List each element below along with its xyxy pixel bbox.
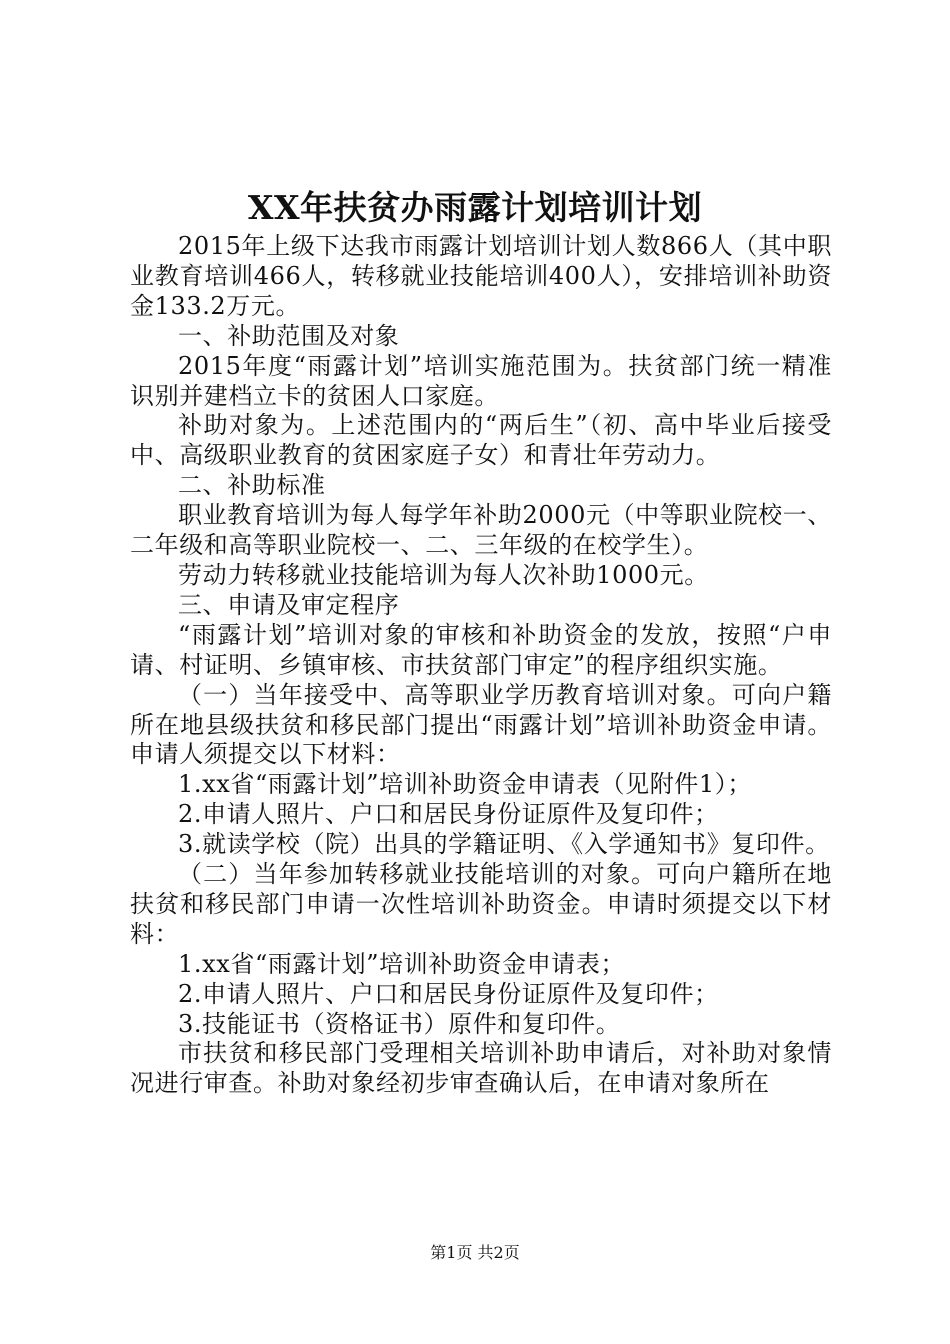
- section-heading-1: 一、补助范围及对象: [178, 321, 400, 350]
- section-heading-3: 三、申请及审定程序: [178, 590, 400, 619]
- paragraph-5: 劳动力转移就业技能培训为每人次补助1000元。: [178, 560, 709, 589]
- list-item: 3.技能证书（资格证书）原件和复印件。: [178, 1009, 621, 1038]
- document-body: [130, 232, 832, 1099]
- page-footer: 第1页 共2页: [430, 1243, 520, 1262]
- list-item: 1.xx省“雨露计划”培训补助资金申请表；: [178, 949, 626, 978]
- list-item: 1.xx省“雨露计划”培训补助资金申请表（见附件1）；: [178, 770, 752, 799]
- paragraph-9: 市扶贫和移民部门受理相关培训补助申请后，对补助对象情况进行审查。补助对象经初步审查确认后，在申请对象所在: [130, 1039, 832, 1098]
- paragraph-6: “雨露计划”培训对象的审核和补助资金的发放，按照“户申请、村证明、乡镇审核、市扶贫部门审定”的程序组织实施。: [130, 620, 832, 679]
- paragraph-2: 2015年度“雨露计划”培训实施范围为。扶贫部门统一精准识别并建档立卡的贫困人口家庭。: [130, 351, 832, 410]
- paragraph-1: 2015年上级下达我市雨露计划培训计划人数866人（其中职业教育培训466人，转移就业技能培训400人），安排培训补助资金133.2万元。: [130, 232, 832, 320]
- page-title: XX年扶贫办雨露计划培训计划: [247, 188, 703, 227]
- paragraph-4: 职业教育培训为每人每学年补助2000元（中等职业院校一、二年级和高等职业院校一、二、三年级的在校学生）。: [130, 501, 832, 560]
- list-item: 3.就读学校（院）出具的学籍证明、《入学通知书》复印件。: [178, 830, 830, 859]
- paragraph-8: （二）当年参加转移就业技能培训的对象。可向户籍所在地扶贫和移民部门申请一次性培训补助资金。申请时须提交以下材料：: [130, 860, 832, 948]
- paragraph-3: 补助对象为。上述范围内的“两后生”（初、高中毕业后接受中、高级职业教育的贫困家庭子女）和青壮年劳动力。: [130, 411, 832, 470]
- list-item: 2.申请人照片、户口和居民身份证原件及复印件；: [178, 800, 719, 829]
- paragraph-7: （一）当年接受中、高等职业学历教育培训对象。可向户籍所在地县级扶贫和移民部门提出“雨露计划”培训补助资金申请。申请人须提交以下材料：: [130, 680, 832, 769]
- section-heading-2: 二、补助标准: [178, 471, 326, 500]
- list-item: 2.申请人照片、户口和居民身份证原件及复印件；: [178, 979, 719, 1008]
